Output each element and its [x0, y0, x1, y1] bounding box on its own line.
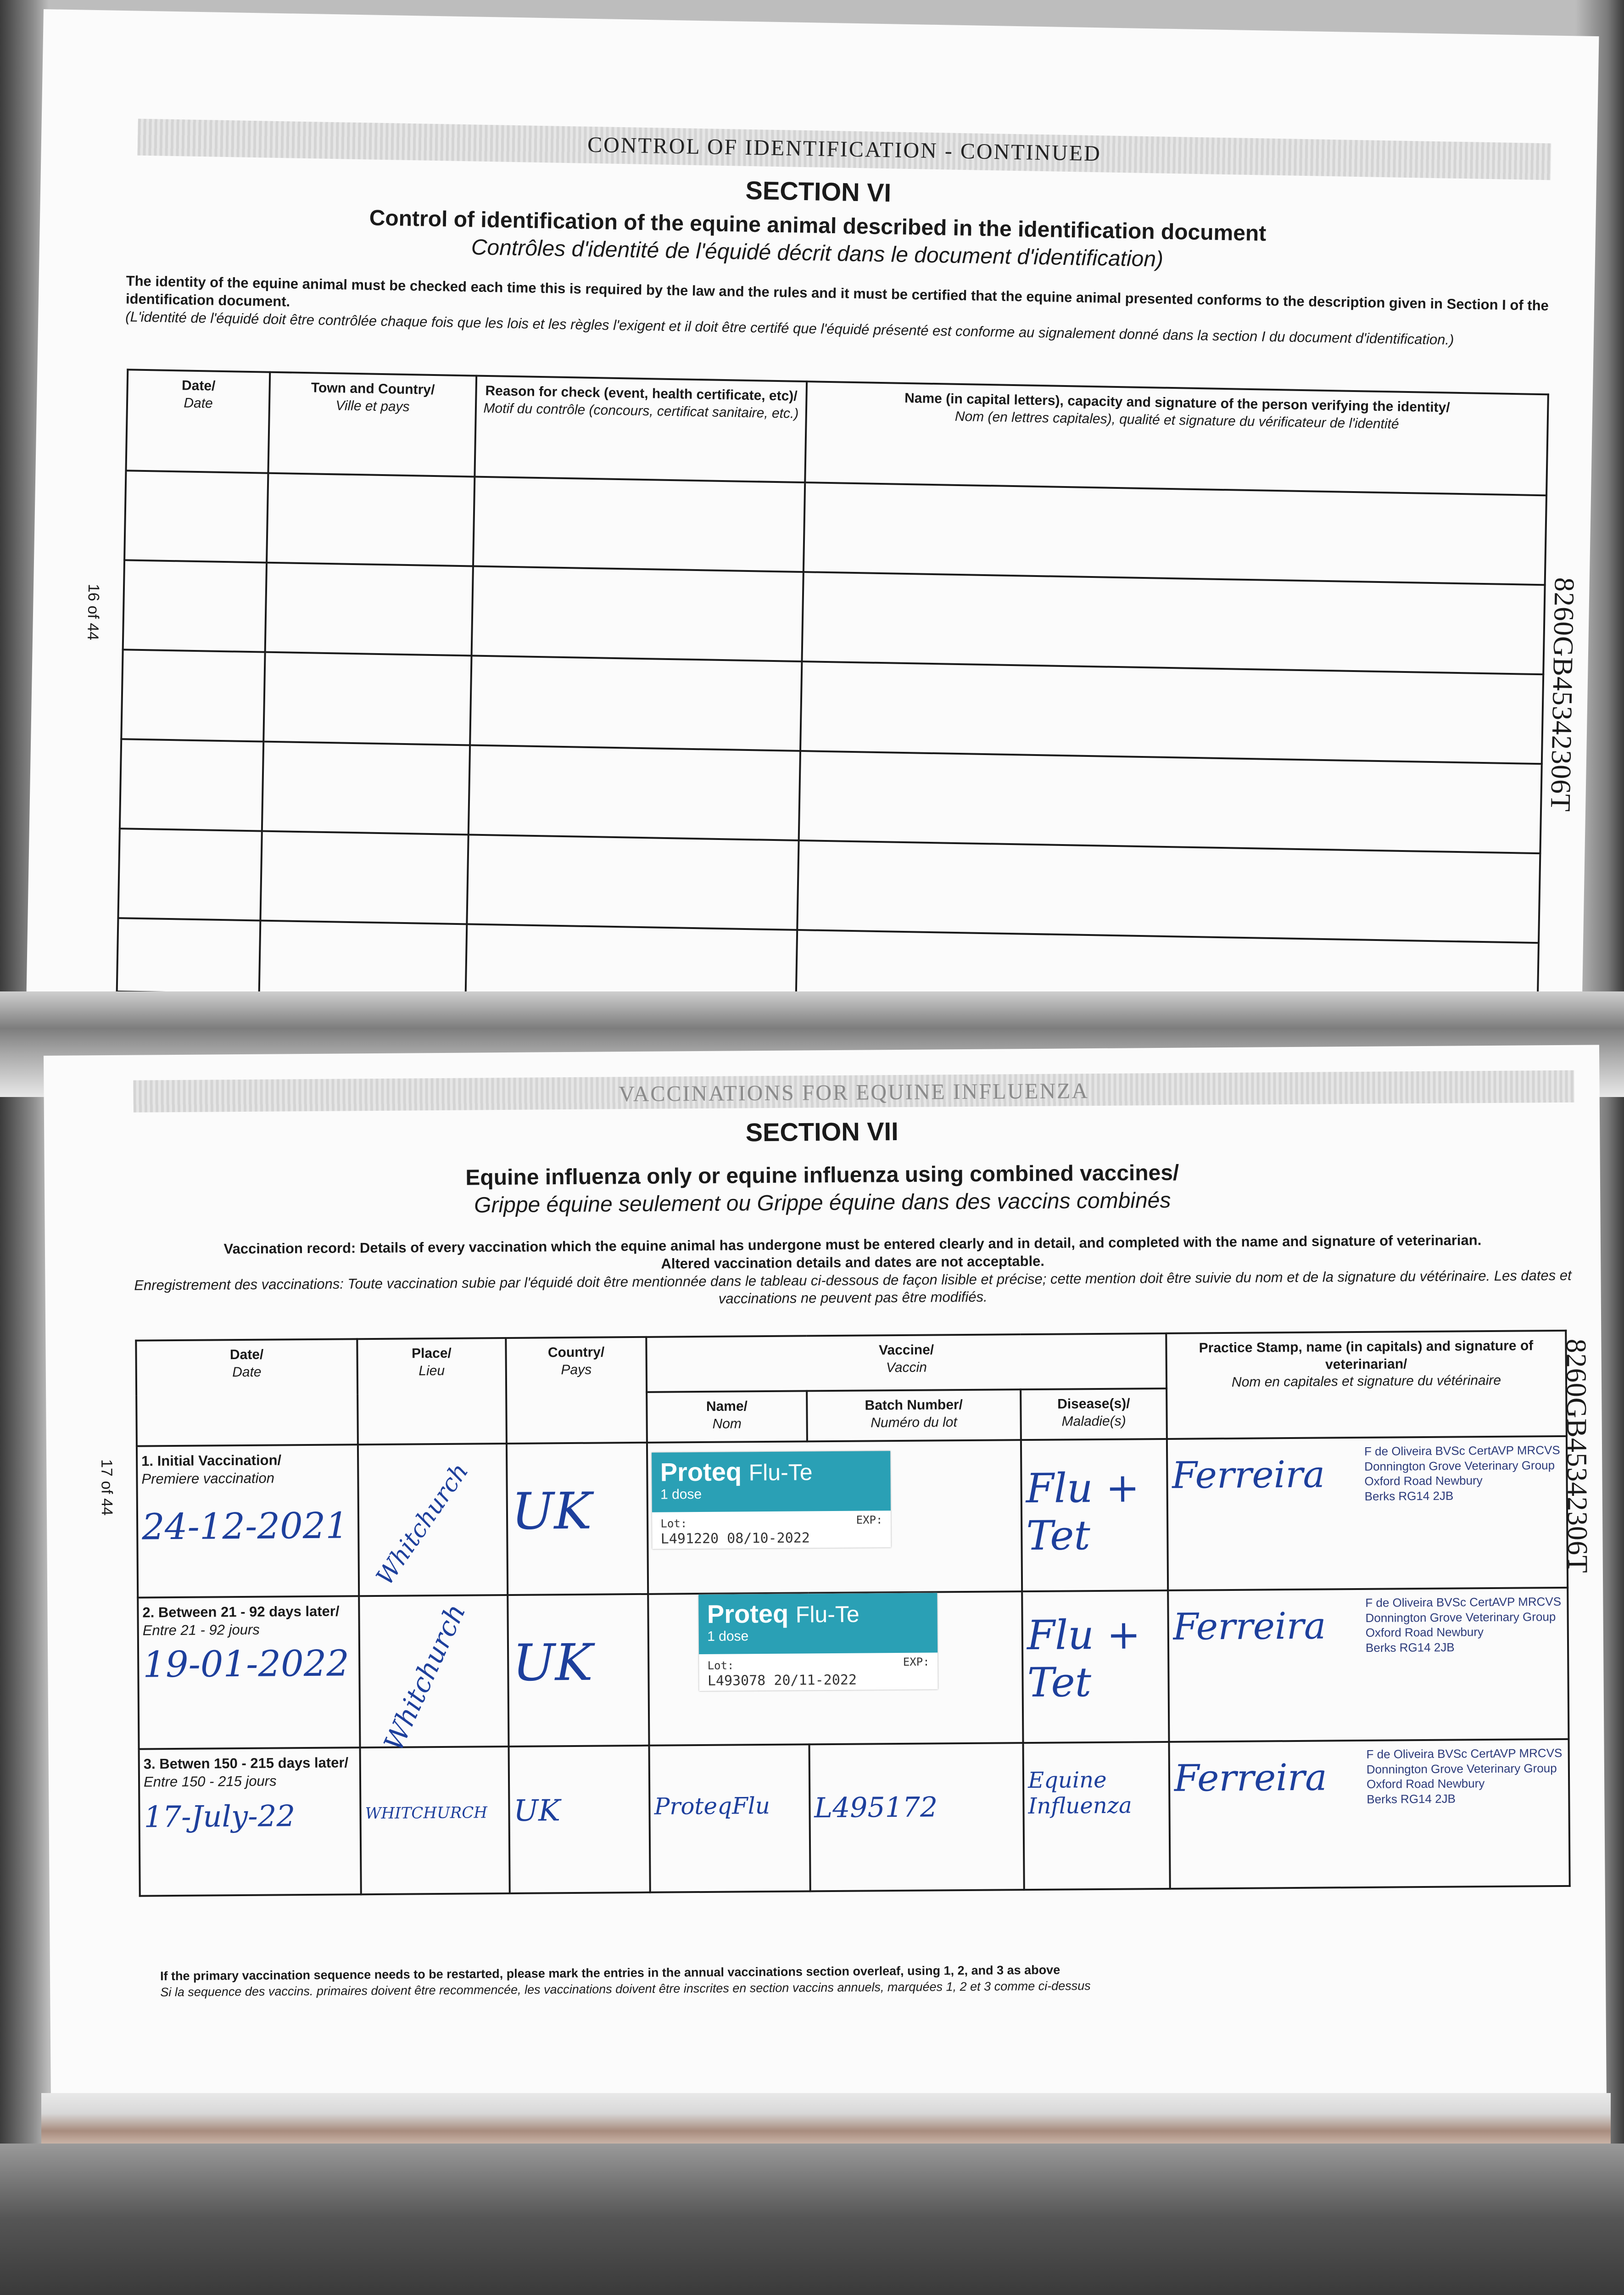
vaccination-row-1 — [137, 1436, 1568, 1598]
practice-stamp: F de Oliveira BVSc CertAVP MRCVS Donnington Grove Veterinary Group Oxford Road Newbury Berks RG14 2JB — [1365, 1594, 1562, 1655]
vaccine-sticker-cell[interactable] — [647, 1440, 1022, 1594]
vaccination-table — [135, 1330, 1570, 1897]
vaccine-name-cell[interactable]: ProteqFlu — [649, 1744, 810, 1892]
section-vii-heading-fr: Grippe équine seulement ou Grippe équine dans des vaccins combinés — [474, 1188, 1171, 1218]
col-town-country: Town and Country/ Ville et pays — [268, 372, 476, 477]
vaccination-row-2 — [138, 1588, 1568, 1749]
section-vii-heading-en: Equine influenza only or equine influenza using combined vaccines/ — [465, 1160, 1179, 1190]
intro-en2: Altered vaccination details and dates are not acceptable. — [661, 1253, 1045, 1272]
country-cell[interactable]: UK — [508, 1746, 650, 1893]
col-place: Place/ Lieu — [357, 1338, 506, 1444]
handwritten-date: 17-July-22 — [144, 1799, 296, 1835]
stamp-cell[interactable] — [1169, 1739, 1569, 1889]
section-vi-heading-fr: Contrôles d'identité de l'équidé décrit dans le document d'identification) — [471, 235, 1164, 272]
scan-shadow — [0, 2144, 1624, 2295]
col-batch-number: Batch Number/ Numéro du lot — [807, 1389, 1021, 1441]
date-cell[interactable]: 3. Betwen 150 - 215 days later/ Entre 150 - 215 jours 17-July-22 — [139, 1747, 361, 1896]
page-section-vi — [26, 9, 1599, 1055]
vaccination-row-3 — [139, 1739, 1570, 1896]
vet-signature: Ferreira — [1173, 1756, 1328, 1800]
date-cell[interactable]: 2. Between 21 - 92 days later/ Entre 21 - 92 jours 19-01-2022 — [138, 1596, 360, 1749]
section-vi-title: SECTION VI — [745, 175, 892, 207]
country-cell[interactable]: UK — [507, 1443, 648, 1595]
banner-title: VACCINATIONS FOR EQUINE INFLUENZA — [619, 1079, 1089, 1107]
practice-stamp: F de Oliveira BVSc CertAVP MRCVS Donnington Grove Veterinary Group Oxford Road Newbury Berks RG14 2JB — [1364, 1443, 1560, 1503]
intro-en: Vaccination record: Details of every vaccination which the equine animal has undergone must be entered clearly and in detail, and completed with the name and signature of veterinarian. — [223, 1232, 1482, 1257]
batch-number-cell[interactable]: L495172 — [809, 1743, 1024, 1891]
date-cell[interactable]: 1. Initial Vaccination/ Premiere vaccination 24-12-2021 — [137, 1444, 359, 1597]
col-vaccine-name: Name/ Nom — [647, 1391, 807, 1442]
banner-title: CONTROL OF IDENTIFICATION - CONTINUED — [587, 132, 1102, 166]
intro-fr: (L'identité de l'équidé doit être contrôlée chaque fois que les lois et les règles l'exigent et il doit être certifé que l'équidé présenté est conforme au signalement donné dans la section I du document d'identification.) — [125, 308, 1454, 348]
banner-section-vii — [133, 1070, 1574, 1113]
place-cell[interactable]: WHITCHURCH — [360, 1746, 510, 1894]
page-section-vii — [44, 1045, 1607, 2111]
disease-cell[interactable]: Flu + Tet — [1022, 1590, 1169, 1743]
col-practice-stamp: Practice Stamp, name (in capitals) and signature of veterinarian/ Nom en capitales et signature du vétérinaire — [1166, 1331, 1567, 1439]
col-vaccine: Vaccine/ Vaccin — [647, 1333, 1166, 1392]
vaccine-sticker-cell[interactable] — [648, 1591, 1023, 1746]
side-identifier-bottom: 8260GB45342306T — [1560, 1338, 1593, 1573]
vet-signature: Ferreira — [1172, 1453, 1325, 1497]
proteq-sticker: Proteq Flu-Te 1 dose Lot: EXP: L491220 08/10-2022 — [652, 1451, 891, 1549]
section-vi-heading-en: Control of identification of the equine animal described in the identification document — [369, 206, 1267, 246]
page-number-16: 16 of 44 — [84, 583, 103, 641]
identification-checks-table — [116, 369, 1549, 1017]
place-cell[interactable]: Whitchurch — [359, 1595, 508, 1747]
col-date: Date/ Date — [136, 1339, 358, 1446]
section-vi-intro — [125, 272, 1563, 351]
col-country: Country/ Pays — [506, 1337, 647, 1444]
stamp-cell[interactable] — [1167, 1436, 1568, 1590]
practice-stamp: F de Oliveira BVSc CertAVP MRCVS Donnington Grove Veterinary Group Oxford Road Newbury Berks RG14 2JB — [1366, 1746, 1563, 1806]
vet-signature: Ferreira — [1172, 1604, 1326, 1648]
side-identifier-top: 8260GB45342306T — [1544, 577, 1580, 812]
col-disease: Disease(s)/ Maladie(s) — [1021, 1388, 1167, 1440]
country-cell[interactable]: UK — [508, 1594, 649, 1746]
handwritten-date: 24-12-2021 — [141, 1505, 349, 1548]
footnote-en: If the primary vaccination sequence needs to be restarted, please mark the entries in the annual vaccinations section overleaf, using 1, 2, and 3 as above — [160, 1963, 1060, 1983]
col-date: Date/ Date — [126, 369, 270, 473]
col-reason: Reason for check (event, health certificate, etc)/ Motif du contrôle (concours, certificat sanitaire, etc.) — [474, 376, 807, 483]
intro-fr: Enregistrement des vaccinations: Toute vaccination subie par l'équidé doit être mentionnée dans le tableau ci-dessous de façon lisible et précise; cette mention doit être suivie du nom et de la signature du vétérinaire. Les dates et vaccinations ne peuvent pas être modifiés. — [134, 1267, 1572, 1307]
col-verifier: Name (in capital letters), capacity and signature of the person verifying the identity/ Nom (en lettres capitales), qualité et signature du vérificateur de l'identité — [805, 381, 1548, 495]
intro-en: The identity of the equine animal must be checked each time this is required by the law and the rules and it must be certified that the equine animal presented conforms to the description given in Section I of the identification document. — [125, 273, 1549, 314]
handwritten-date: 19-01-2022 — [142, 1642, 350, 1686]
stamp-cell[interactable] — [1168, 1588, 1568, 1742]
disease-cell[interactable]: Equine Influenza — [1023, 1742, 1170, 1890]
section-vii-intro — [132, 1231, 1574, 1312]
place-cell[interactable]: Whitchurch — [358, 1444, 508, 1596]
book-binding — [41, 2093, 1611, 2144]
proteq-sticker: Proteq Flu-Te 1 dose Lot: EXP: L493078 20/11-2022 — [699, 1593, 938, 1691]
section-vii-title: SECTION VII — [745, 1117, 899, 1147]
footnote — [160, 1959, 1560, 2000]
footnote-fr: Si la sequence des vaccins. primaires doivent être recommencée, les vaccinations doivent être inscrites en section vaccins annuels, marquées 1, 2 et 3 comme ci-dessus — [160, 1979, 1091, 1999]
page-number-17: 17 of 44 — [98, 1459, 116, 1516]
disease-cell[interactable]: Flu + Tet — [1021, 1439, 1168, 1591]
